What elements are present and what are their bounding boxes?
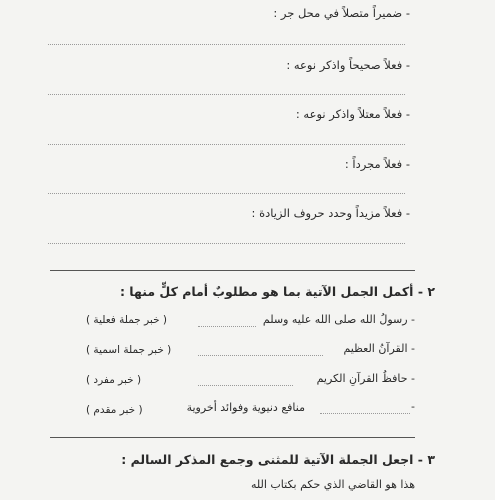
q2-item-2-blank[interactable] [198, 355, 323, 356]
q2-item-1-text: - رسولُ الله صلى الله عليه وسلم [262, 313, 415, 326]
q3-heading: ٣ - اجعل الجملة الآتية للمثنى وجمع المذكر السالم : [121, 452, 435, 467]
prompt-attached-pronoun: - ضميراً متصلاً في محل جر : [273, 6, 410, 20]
q2-item-1-blank[interactable] [198, 326, 256, 327]
q3-sentence: هذا هو القاضي الذي حكم بكتاب الله [250, 478, 415, 491]
q2-item-4-hint: ( خبر مقدم ) [86, 404, 143, 416]
section-divider-1 [50, 270, 415, 271]
q2-item-1-hint: ( خبر جملة فعلية ) [86, 314, 168, 326]
q2-item-3-blank[interactable] [198, 385, 293, 386]
q2-item-4-blank[interactable] [320, 413, 410, 414]
answer-line-4[interactable] [48, 193, 405, 194]
prompt-augmented-verb: - فعلاً مزيداً وحدد حروف الزيادة : [251, 206, 410, 220]
q2-item-3-hint: ( خبر مفرد ) [86, 374, 142, 386]
answer-line-2[interactable] [48, 94, 405, 95]
q2-heading: ٢ - أكمل الجمل الآتية بما هو مطلوبٌ أمام كلٍّ منها : [119, 284, 435, 299]
q2-item-2-hint: ( خبر جملة اسمية ) [86, 344, 172, 356]
section-divider-2 [50, 437, 415, 438]
answer-line-3[interactable] [48, 144, 405, 145]
prompt-bare-verb: - فعلاً مجرداً : [344, 157, 410, 171]
answer-line-1[interactable] [48, 44, 405, 45]
answer-line-5[interactable] [48, 243, 405, 244]
q2-item-2-text: - القرآنُ العظيم [343, 342, 415, 355]
prompt-weak-verb: - فعلاً معتلاً واذكر نوعه : [295, 107, 410, 121]
worksheet-page: - ضميراً متصلاً في محل جر : - فعلاً صحيحاً واذكر نوعه : - فعلاً معتلاً واذكر نوعه : - فعلاً مجرداً : - فعلاً مزيداً وحدد حروف الزيادة : ٢ - أكمل الجمل الآتية بما هو مطلوبٌ أمام كلٍّ منها : - رسولُ الله صلى الله عليه وسلم ( خبر جملة فعلية ) - القرآنُ العظيم ( خبر جملة اسمية ) - حافظُ القرآنِ الكريم ( خبر مفرد ) - منافع دنيوية وفوائد أخروية ( خبر مقدم ) ٣ - اجعل الجملة الآتية للمثنى وجمع المذكر السالم : هذا هو القاضي الذي حكم بكتاب الله [0, 0, 495, 500]
q2-item-3-text: - حافظُ القرآنِ الكريم [316, 372, 415, 385]
prompt-sound-verb: - فعلاً صحيحاً واذكر نوعه : [286, 58, 410, 72]
q2-item-4-text: منافع دنيوية وفوائد أخروية [186, 401, 305, 414]
